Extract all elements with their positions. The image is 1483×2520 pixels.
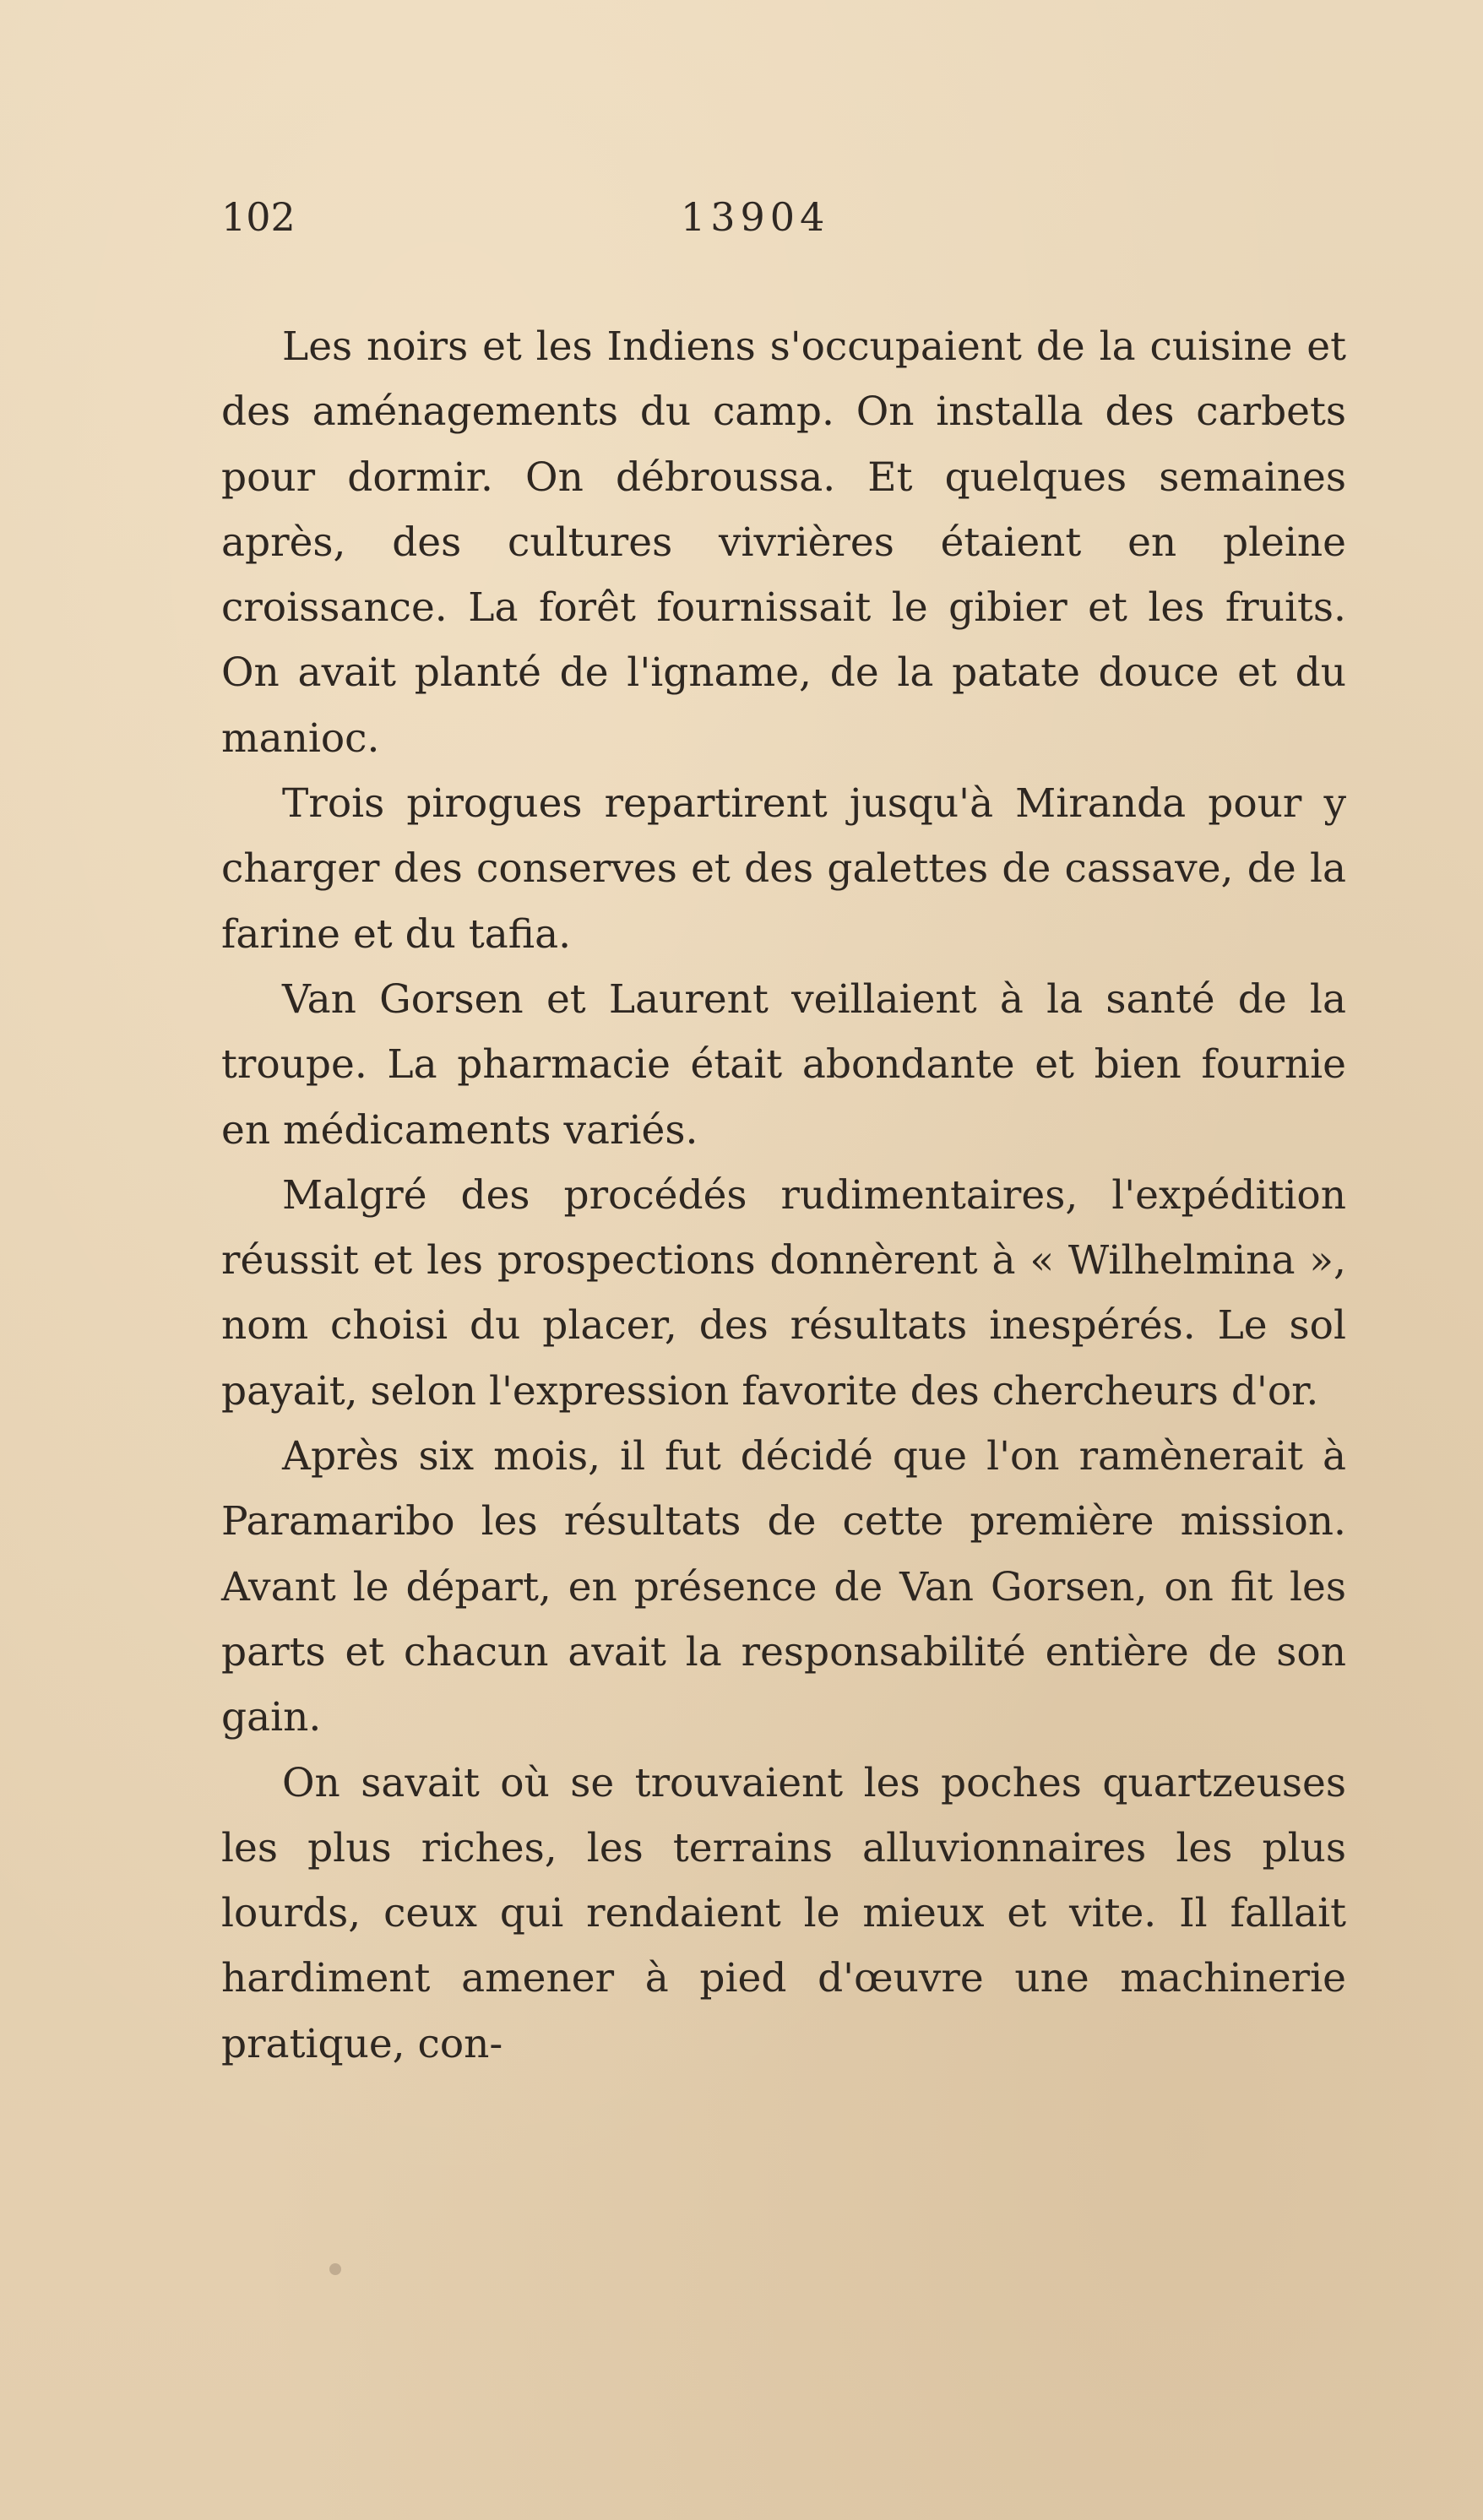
page-number: 102 [221,194,296,240]
paper-stain [329,2263,341,2275]
text-body [221,314,1346,2077]
page-header [221,187,1346,247]
paragraph: On savait où se trouvaient les poches quartzeuses les plus riches, les terrains alluvionnaires les plus lourds, ceux qui rendaient le mieux et vite. Il fallait hardiment amener à pied d'œuvre une machinerie pratique, con- [221,1759,1346,2067]
paragraph: Trois pirogues repartirent jusqu'à Miranda pour y charger des conserves et des galettes de cassave, de la farine et du tafia. [221,780,1346,958]
paragraph: Malgré des procédés rudimentaires, l'expédition réussit et les prospections donnèrent à « Wilhelmina », nom choisi du placer, des résultats inespérés. Le sol payait, selon l'expression favorite des chercheurs d'or. [221,1171,1346,1415]
paragraph: Les noirs et les Indiens s'occupaient de la cuisine et des aménagements du camp. On installa des carbets pour dormir. On débroussa. Et quelques semaines après, des cultures vivrières étaient en pleine croissance. La forêt fournissait le gibier et les fruits. On avait planté de l'igname, de la patate douce et du manioc. [221,323,1346,762]
paragraph: Après six mois, il fut décidé que l'on ramènerait à Paramaribo les résultats de cette première mission. Avant le départ, en présence de Van Gorsen, on fit les parts et chacun avait la responsabilité entière de son gain. [221,1433,1346,1741]
paragraph: Van Gorsen et Laurent veillaient à la santé de la troupe. La pharmacie était abondante et bien fournie en médicaments variés. [221,975,1346,1154]
running-title: 13904 [681,194,830,240]
